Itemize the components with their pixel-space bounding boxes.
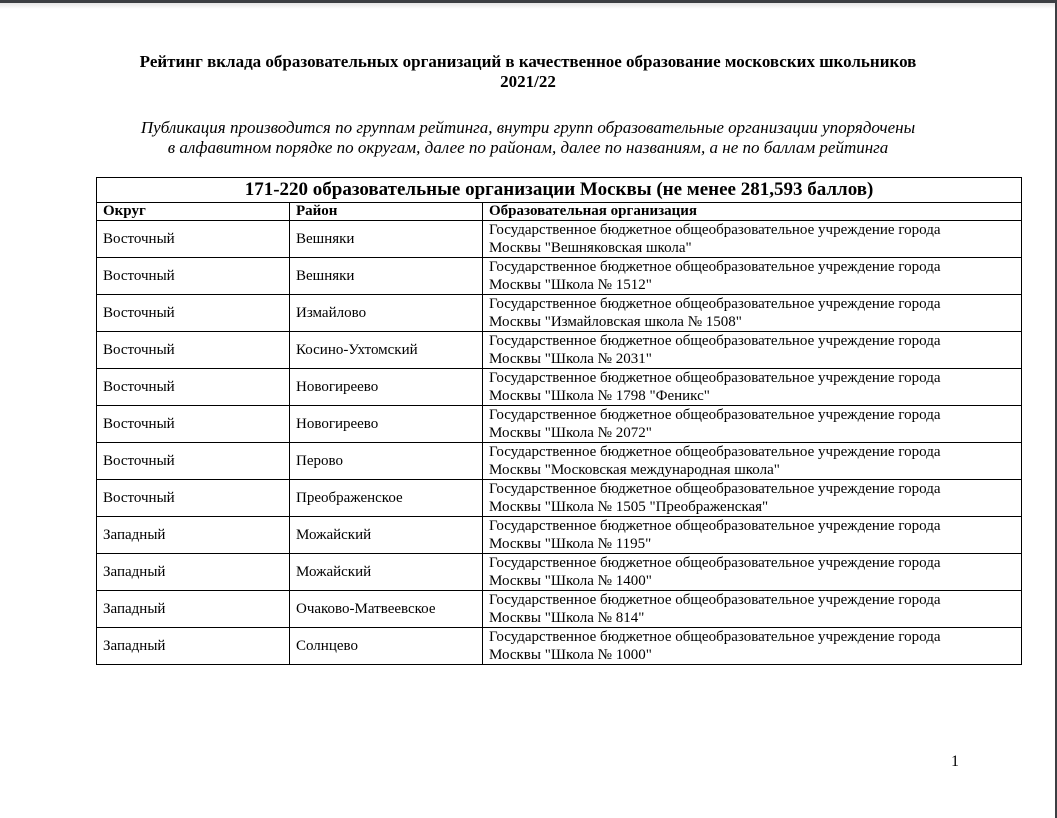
organization-line-1: Государственное бюджетное общеобразовательное учреждение города: [489, 222, 941, 238]
table-row: [97, 443, 1022, 480]
organization-line-2: Москвы "Школа № 814": [489, 610, 645, 626]
cell-organization: [483, 332, 1022, 369]
organization-line-2: Москвы "Школа № 1195": [489, 536, 652, 552]
cell-okrug: Западный: [97, 628, 290, 665]
column-headers: [97, 203, 1022, 221]
rating-table: [96, 177, 1022, 665]
cell-rayon: Вешняки: [290, 258, 483, 295]
cell-rayon: Измайлово: [290, 295, 483, 332]
note-line-1: Публикация производится по группам рейтинга, внутри групп образовательные организации упорядочены: [140, 118, 916, 137]
cell-rayon: Вешняки: [290, 221, 483, 258]
note-line-2: в алфавитном порядке по округам, далее по районам, далее по названиям, а не по баллам рейтинга: [167, 138, 889, 157]
cell-okrug: Западный: [97, 591, 290, 628]
organization-line-2: Москвы "Школа № 1505 "Преображенская": [489, 499, 769, 515]
table-row: [97, 628, 1022, 665]
cell-rayon: Косино-Ухтомский: [290, 332, 483, 369]
cell-okrug: Восточный: [97, 480, 290, 517]
table-row: [97, 591, 1022, 628]
organization-line-2: Москвы "Школа № 1000": [489, 647, 652, 663]
table-row: [97, 517, 1022, 554]
cell-organization: [483, 628, 1022, 665]
cell-okrug: Западный: [97, 554, 290, 591]
organization-line-1: Государственное бюджетное общеобразовательное учреждение города: [489, 259, 941, 275]
cell-organization: [483, 480, 1022, 517]
organization-line-1: Государственное бюджетное общеобразовательное учреждение города: [489, 629, 941, 645]
publication-note: [60, 118, 996, 158]
cell-rayon: Новогиреево: [290, 369, 483, 406]
cell-organization: [483, 221, 1022, 258]
cell-okrug: Восточный: [97, 443, 290, 480]
viewer-shadow: [0, 3, 1057, 9]
cell-okrug: Восточный: [97, 221, 290, 258]
organization-line-1: Государственное бюджетное общеобразовательное учреждение города: [489, 444, 941, 460]
column-header-organization: Образовательная организация: [483, 203, 1022, 221]
cell-rayon: Можайский: [290, 517, 483, 554]
table-row: [97, 258, 1022, 295]
document-title: [60, 52, 996, 92]
table-row: [97, 221, 1022, 258]
organization-line-2: Москвы "Вешняковская школа": [489, 240, 692, 256]
organization-line-2: Москвы "Измайловская школа № 1508": [489, 314, 742, 330]
column-header-okrug: Округ: [97, 203, 290, 221]
organization-line-2: Москвы "Московская международная школа": [489, 462, 780, 478]
cell-okrug: Восточный: [97, 332, 290, 369]
cell-organization: [483, 258, 1022, 295]
organization-line-1: Государственное бюджетное общеобразовательное учреждение города: [489, 407, 941, 423]
cell-rayon: Перово: [290, 443, 483, 480]
cell-okrug: Восточный: [97, 295, 290, 332]
table-row: [97, 369, 1022, 406]
organization-line-1: Государственное бюджетное общеобразовательное учреждение города: [489, 555, 941, 571]
page-number: 1: [951, 753, 959, 770]
organization-line-2: Москвы "Школа № 2031": [489, 351, 652, 367]
cell-organization: [483, 443, 1022, 480]
column-header-rayon: Район: [290, 203, 483, 221]
organization-line-1: Государственное бюджетное общеобразовательное учреждение города: [489, 592, 941, 608]
table-row: [97, 480, 1022, 517]
organization-line-1: Государственное бюджетное общеобразовательное учреждение города: [489, 296, 941, 312]
cell-rayon: Солнцево: [290, 628, 483, 665]
organization-line-1: Государственное бюджетное общеобразовательное учреждение города: [489, 370, 941, 386]
organization-line-2: Москвы "Школа № 1400": [489, 573, 652, 589]
cell-okrug: Восточный: [97, 369, 290, 406]
organization-line-1: Государственное бюджетное общеобразовательное учреждение города: [489, 518, 941, 534]
cell-organization: [483, 369, 1022, 406]
cell-organization: [483, 554, 1022, 591]
table-row: [97, 332, 1022, 369]
cell-organization: [483, 517, 1022, 554]
cell-okrug: Восточный: [97, 258, 290, 295]
cell-okrug: Западный: [97, 517, 290, 554]
cell-organization: [483, 406, 1022, 443]
cell-rayon: Можайский: [290, 554, 483, 591]
cell-rayon: Очаково-Матвеевское: [290, 591, 483, 628]
cell-rayon: Новогиреево: [290, 406, 483, 443]
group-title: 171-220 образовательные организации Москвы (не менее 281,593 баллов): [97, 178, 1022, 203]
organization-line-2: Москвы "Школа № 1798 "Феникс": [489, 388, 710, 404]
organization-line-1: Государственное бюджетное общеобразовательное учреждение города: [489, 333, 941, 349]
title-line-2: 2021/22: [500, 72, 556, 91]
organization-line-2: Москвы "Школа № 2072": [489, 425, 652, 441]
organization-line-1: Государственное бюджетное общеобразовательное учреждение города: [489, 481, 941, 497]
organization-line-2: Москвы "Школа № 1512": [489, 277, 652, 293]
cell-organization: [483, 295, 1022, 332]
table-row: [97, 295, 1022, 332]
table-row: [97, 406, 1022, 443]
cell-rayon: Преображенское: [290, 480, 483, 517]
cell-organization: [483, 591, 1022, 628]
cell-okrug: Восточный: [97, 406, 290, 443]
table-row: [97, 554, 1022, 591]
title-line-1: Рейтинг вклада образовательных организаций в качественное образование московских школьников: [139, 52, 917, 71]
